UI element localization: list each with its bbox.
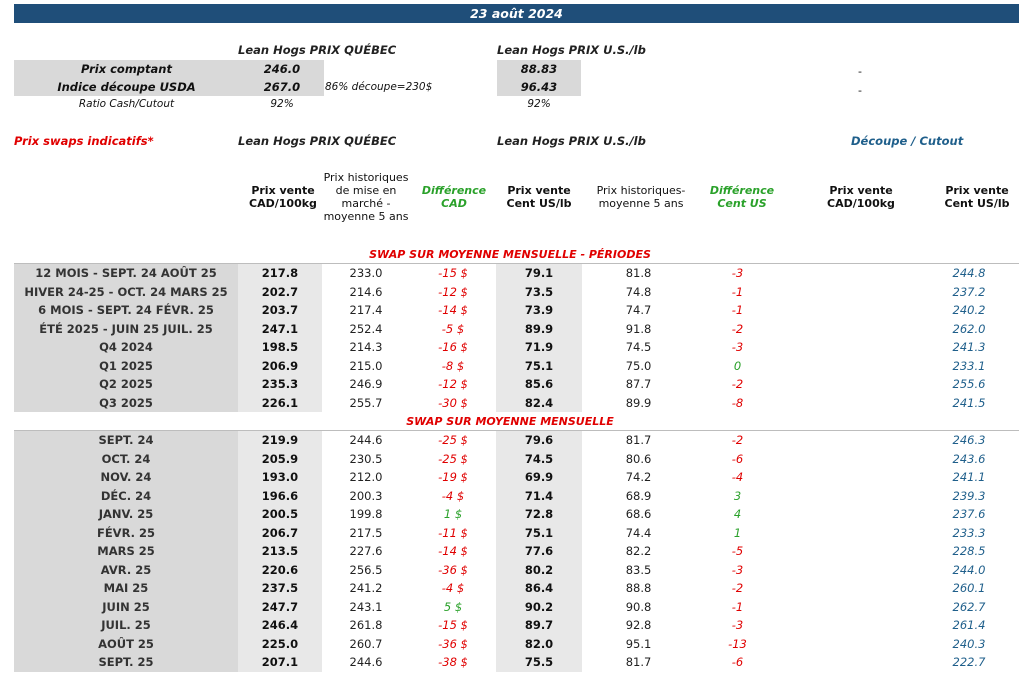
table-row (14, 301, 1019, 320)
diff-cad-cell: -19 $ (438, 470, 468, 485)
us-sale-price-cell: 75.5 (496, 653, 582, 672)
qc-hist-price-cell: 256.5 (349, 562, 383, 577)
qc-sale-price-cell: 217.8 (238, 264, 322, 283)
spacer-cell (780, 301, 919, 320)
usda-cutout-right: - (858, 84, 862, 97)
table-row (14, 598, 1019, 617)
diff-us-cell: 1 (733, 525, 742, 540)
cut-cad-price-cell: 243.6 (952, 451, 986, 466)
row-label: FÉVR. 25 (14, 524, 238, 543)
us-hist-price-cell: 90.8 (625, 599, 652, 614)
us-sale-price-cell: 80.2 (496, 561, 582, 580)
qc-sale-price-cell: 206.9 (238, 357, 322, 376)
cut-cad-price-cell: 237.2 (952, 284, 986, 299)
row-label: SEPT. 25 (14, 653, 238, 672)
diff-us-cell: -8 (731, 395, 744, 410)
us-hist-price-cell: 83.5 (625, 562, 652, 577)
spacer-cell (780, 450, 919, 469)
cut-cad-price-cell: 246.3 (952, 433, 986, 448)
spacer-cell (780, 468, 919, 487)
spacer-cell (780, 542, 919, 561)
row-label: Q2 2025 (14, 375, 238, 394)
spacer-cell (780, 635, 919, 654)
us-sale-price-cell: 90.2 (496, 598, 582, 617)
row-label: AVR. 25 (14, 561, 238, 580)
qc-hist-price-cell: 252.4 (349, 321, 383, 336)
cut-cad-price-cell: 261.4 (952, 618, 986, 633)
row-label: JUIN 25 (14, 598, 238, 617)
row-label: 6 MOIS - SEPT. 24 FÉVR. 25 (14, 301, 238, 320)
ratio-us: 92% (527, 98, 551, 110)
table-row (14, 505, 1019, 524)
cut-cad-price-cell: 255.6 (952, 377, 986, 392)
us-hist-price-cell: 74.5 (625, 340, 652, 355)
qc-hist-price-cell: 214.3 (349, 340, 383, 355)
row-label: OCT. 24 (14, 450, 238, 469)
cut-cad-price-cell: 241.1 (952, 470, 986, 485)
table-row (14, 524, 1019, 543)
col-header-diff-us: Différence Cent US (709, 184, 775, 210)
cut-cad-price-cell: 262.0 (952, 321, 986, 336)
spacer-cell (780, 653, 919, 672)
table-row (14, 635, 1019, 654)
periods-table (14, 264, 1019, 412)
table-row (14, 653, 1019, 672)
diff-cad-cell: -36 $ (438, 562, 468, 577)
us-hist-price-cell: 88.8 (625, 581, 652, 596)
col-header-cut-cad: Prix vente CAD/100kg (827, 184, 895, 210)
qc-sale-price-cell: 226.1 (238, 394, 322, 413)
us-hist-price-cell: 82.2 (625, 544, 652, 559)
diff-us-cell: -1 (731, 303, 744, 318)
qc-hist-price-cell: 244.6 (349, 433, 383, 448)
diff-cad-cell: -25 $ (438, 433, 468, 448)
row-label: AOÛT 25 (14, 635, 238, 654)
us-hist-price-cell: 87.7 (625, 377, 652, 392)
us-sale-price-cell: 75.1 (496, 357, 582, 376)
qc-sale-price-cell: 200.5 (238, 505, 322, 524)
row-label: HIVER 24-25 - OCT. 24 MARS 25 (14, 283, 238, 302)
qc-sale-price-cell: 213.5 (238, 542, 322, 561)
section-monthly-title: SWAP SUR MOYENNE MENSUELLE (406, 415, 614, 428)
row-label: 12 MOIS - SEPT. 24 AOÛT 25 (14, 264, 238, 283)
table-row (14, 357, 1019, 376)
qc-sale-price-cell: 247.7 (238, 598, 322, 617)
diff-cad-cell: -11 $ (438, 525, 468, 540)
row-label: MAI 25 (14, 579, 238, 598)
us-sale-price-cell: 89.9 (496, 320, 582, 339)
swaps-title: Prix swaps indicatifs* (14, 134, 154, 148)
usda-cutout-qc: 267.0 (263, 80, 301, 94)
spacer-cell (780, 338, 919, 357)
cut-cad-price-cell: 228.5 (952, 544, 986, 559)
diff-us-cell: 4 (733, 507, 742, 522)
diff-cad-cell: -25 $ (438, 451, 468, 466)
cut-cad-price-cell: 233.1 (952, 358, 986, 373)
row-label: MARS 25 (14, 542, 238, 561)
ratio-label: Ratio Cash/Cutout (78, 98, 175, 110)
col-header-qc-hist: Prix historiques de mise en marché - moyenne 5 ans (323, 171, 409, 223)
table-row (14, 264, 1019, 283)
table-row (14, 338, 1019, 357)
qc-hist-price-cell: 244.6 (349, 655, 383, 670)
diff-cad-cell: -14 $ (438, 303, 468, 318)
spacer-cell (780, 487, 919, 506)
row-label: SEPT. 24 (14, 431, 238, 450)
us-hist-price-cell: 75.0 (625, 358, 652, 373)
qc-sale-price-cell: 207.1 (238, 653, 322, 672)
diff-us-cell: -2 (731, 581, 744, 596)
us-sale-price-cell: 74.5 (496, 450, 582, 469)
table-row (14, 320, 1019, 339)
qc-hist-price-cell: 243.1 (349, 599, 383, 614)
us-sale-price-cell: 89.7 (496, 616, 582, 635)
col-header-us-sale: Prix vente Cent US/lb (506, 184, 572, 210)
row-label: JANV. 25 (14, 505, 238, 524)
qc-hist-price-cell: 200.3 (349, 488, 383, 503)
qc-hist-price-cell: 246.9 (349, 377, 383, 392)
qc-hist-price-cell: 241.2 (349, 581, 383, 596)
us-sale-price-cell: 69.9 (496, 468, 582, 487)
row-label: NOV. 24 (14, 468, 238, 487)
diff-us-cell: -4 (731, 470, 744, 485)
qc-sale-price-cell: 198.5 (238, 338, 322, 357)
us-sale-price-cell: 79.6 (496, 431, 582, 450)
qc-hist-price-cell: 217.5 (349, 525, 383, 540)
us-hist-price-cell: 89.9 (625, 395, 652, 410)
spacer-cell (780, 375, 919, 394)
diff-us-cell: 3 (733, 488, 742, 503)
us-hist-price-cell: 74.8 (625, 284, 652, 299)
spacer-cell (780, 320, 919, 339)
qc-hist-price-cell: 260.7 (349, 636, 383, 651)
qc-sale-price-cell: 193.0 (238, 468, 322, 487)
diff-cad-cell: -36 $ (438, 636, 468, 651)
us-hist-price-cell: 81.7 (625, 655, 652, 670)
cut-cad-price-cell: 239.3 (952, 488, 986, 503)
table-row (14, 561, 1019, 580)
us-hist-price-cell: 74.7 (625, 303, 652, 318)
qc-hist-price-cell: 217.4 (349, 303, 383, 318)
row-label: JUIL. 25 (14, 616, 238, 635)
diff-us-cell: 0 (733, 358, 742, 373)
diff-cad-cell: -14 $ (438, 544, 468, 559)
section-periods-title: SWAP SUR MOYENNE MENSUELLE - PÉRIODES (369, 248, 651, 261)
cash-price-label: Prix comptant (81, 62, 172, 76)
qc-hist-price-cell: 255.7 (349, 395, 383, 410)
qc-hist-price-cell: 230.5 (349, 451, 383, 466)
usda-cutout-label: Indice découpe USDA (57, 80, 196, 94)
us-hist-price-cell: 80.6 (625, 451, 652, 466)
us-sale-price-cell: 79.1 (496, 264, 582, 283)
us-sale-price-cell: 77.6 (496, 542, 582, 561)
row-label: Q4 2024 (14, 338, 238, 357)
qc-sale-price-cell: 205.9 (238, 450, 322, 469)
spacer-cell (780, 357, 919, 376)
spacer-cell (780, 505, 919, 524)
us-hist-price-cell: 81.8 (625, 266, 652, 281)
cut-cad-price-cell: 244.8 (952, 266, 986, 281)
cash-price-qc: 246.0 (263, 62, 301, 76)
col-header-qc-sale: Prix vente CAD/100kg (249, 184, 317, 210)
col-header-cut-us: Prix vente Cent US/lb (944, 184, 1010, 210)
diff-us-cell: -6 (731, 451, 744, 466)
diff-us-cell: -3 (731, 562, 744, 577)
periods-table-body (14, 264, 1019, 412)
diff-cad-cell: -8 $ (441, 358, 465, 373)
usda-cutout-us: 96.43 (520, 80, 558, 94)
diff-cad-cell: -15 $ (438, 618, 468, 633)
table-row (14, 283, 1019, 302)
qc-sale-price-cell: 196.6 (238, 487, 322, 506)
qc-hist-price-cell: 233.0 (349, 266, 383, 281)
cut-cad-price-cell: 262.7 (952, 599, 986, 614)
table-row (14, 579, 1019, 598)
qc-hist-price-cell: 199.8 (349, 507, 383, 522)
diff-us-cell: -1 (731, 599, 744, 614)
table-row (14, 616, 1019, 635)
us-price-title: Lean Hogs PRIX U.S./lb (497, 43, 646, 57)
spacer-cell (780, 431, 919, 450)
us-sale-price-cell: 71.9 (496, 338, 582, 357)
qc-sale-price-cell: 246.4 (238, 616, 322, 635)
row-label: DÉC. 24 (14, 487, 238, 506)
us-sale-price-cell: 82.4 (496, 394, 582, 413)
cut-cad-price-cell: 240.2 (952, 303, 986, 318)
us-hist-price-cell: 74.2 (625, 470, 652, 485)
diff-us-cell: -2 (731, 377, 744, 392)
us-sale-price-cell: 71.4 (496, 487, 582, 506)
qc-sale-price-cell: 237.5 (238, 579, 322, 598)
diff-us-cell: -2 (731, 321, 744, 336)
spacer-cell (780, 394, 919, 413)
qc-sale-price-cell: 202.7 (238, 283, 322, 302)
col-header-us-hist: Prix historiques- moyenne 5 ans (596, 184, 686, 210)
qc-sale-price-cell: 225.0 (238, 635, 322, 654)
cut-cad-price-cell: 241.5 (952, 395, 986, 410)
cash-price-right: - (858, 65, 862, 78)
diff-us-cell: -1 (731, 284, 744, 299)
cut-cad-price-cell: 244.0 (952, 562, 986, 577)
diff-cad-cell: -38 $ (438, 655, 468, 670)
table-row (14, 487, 1019, 506)
cutout-title: Découpe / Cutout (851, 134, 964, 148)
qc-sale-price-cell: 235.3 (238, 375, 322, 394)
diff-us-cell: -6 (731, 655, 744, 670)
qc-hist-price-cell: 214.6 (349, 284, 383, 299)
us-sale-price-cell: 86.4 (496, 579, 582, 598)
diff-cad-cell: -4 $ (441, 488, 465, 503)
us-sale-price-cell: 73.9 (496, 301, 582, 320)
table-row (14, 450, 1019, 469)
diff-us-cell: -13 (728, 636, 747, 651)
table-row (14, 468, 1019, 487)
swaps-qc-title: Lean Hogs PRIX QUÉBEC (238, 134, 397, 148)
cut-cad-price-cell: 260.1 (952, 581, 986, 596)
diff-us-cell: -5 (731, 544, 744, 559)
cash-price-us: 88.83 (520, 62, 558, 76)
qc-sale-price-cell: 219.9 (238, 431, 322, 450)
qc-hist-price-cell: 227.6 (349, 544, 383, 559)
spacer-cell (780, 264, 919, 283)
qc-hist-price-cell: 261.8 (349, 618, 383, 633)
spacer-cell (780, 579, 919, 598)
us-hist-price-cell: 92.8 (625, 618, 652, 633)
us-sale-price-cell: 75.1 (496, 524, 582, 543)
spacer-cell (780, 561, 919, 580)
us-sale-price-cell: 72.8 (496, 505, 582, 524)
us-sale-price-cell: 73.5 (496, 283, 582, 302)
spacer-cell (780, 598, 919, 617)
diff-cad-cell: 1 $ (443, 507, 463, 522)
table-row (14, 431, 1019, 450)
diff-cad-cell: 5 $ (443, 599, 463, 614)
table-row (14, 542, 1019, 561)
table-row (14, 375, 1019, 394)
diff-cad-cell: -16 $ (438, 340, 468, 355)
spacer-cell (780, 524, 919, 543)
us-hist-price-cell: 81.7 (625, 433, 652, 448)
qc-hist-price-cell: 215.0 (349, 358, 383, 373)
diff-cad-cell: -12 $ (438, 377, 468, 392)
col-header-diff-cad: Différence CAD (421, 184, 487, 210)
diff-us-cell: -3 (731, 618, 744, 633)
cut-cad-price-cell: 233.3 (952, 525, 986, 540)
qc-sale-price-cell: 247.1 (238, 320, 322, 339)
diff-us-cell: -2 (731, 433, 744, 448)
us-hist-price-cell: 91.8 (625, 321, 652, 336)
diff-cad-cell: -5 $ (441, 321, 465, 336)
spacer-cell (780, 283, 919, 302)
ratio-qc: 92% (270, 98, 294, 110)
us-sale-price-cell: 85.6 (496, 375, 582, 394)
row-label: ÉTÉ 2025 - JUIN 25 JUIL. 25 (14, 320, 238, 339)
date-banner: 23 août 2024 (14, 4, 1019, 23)
diff-cad-cell: -4 $ (441, 581, 465, 596)
diff-cad-cell: -30 $ (438, 395, 468, 410)
cut-cad-price-cell: 240.3 (952, 636, 986, 651)
swaps-us-title: Lean Hogs PRIX U.S./lb (497, 134, 646, 148)
us-sale-price-cell: 82.0 (496, 635, 582, 654)
row-label: Q3 2025 (14, 394, 238, 413)
qc-sale-price-cell: 203.7 (238, 301, 322, 320)
us-hist-price-cell: 95.1 (625, 636, 652, 651)
monthly-table (14, 431, 1019, 672)
cut-cad-price-cell: 222.7 (952, 655, 986, 670)
qc-price-title: Lean Hogs PRIX QUÉBEC (238, 43, 397, 57)
qc-sale-price-cell: 220.6 (238, 561, 322, 580)
diff-us-cell: -3 (731, 266, 744, 281)
cutout-note: 86% découpe=230$ (325, 81, 433, 93)
cut-cad-price-cell: 241.3 (952, 340, 986, 355)
us-hist-price-cell: 74.4 (625, 525, 652, 540)
diff-cad-cell: -12 $ (438, 284, 468, 299)
row-label: Q1 2025 (14, 357, 238, 376)
diff-us-cell: -3 (731, 340, 744, 355)
us-hist-price-cell: 68.6 (625, 507, 652, 522)
qc-hist-price-cell: 212.0 (349, 470, 383, 485)
table-row (14, 394, 1019, 413)
cut-cad-price-cell: 237.6 (952, 507, 986, 522)
spacer-cell (780, 616, 919, 635)
us-hist-price-cell: 68.9 (625, 488, 652, 503)
qc-sale-price-cell: 206.7 (238, 524, 322, 543)
monthly-table-body (14, 431, 1019, 672)
diff-cad-cell: -15 $ (438, 266, 468, 281)
